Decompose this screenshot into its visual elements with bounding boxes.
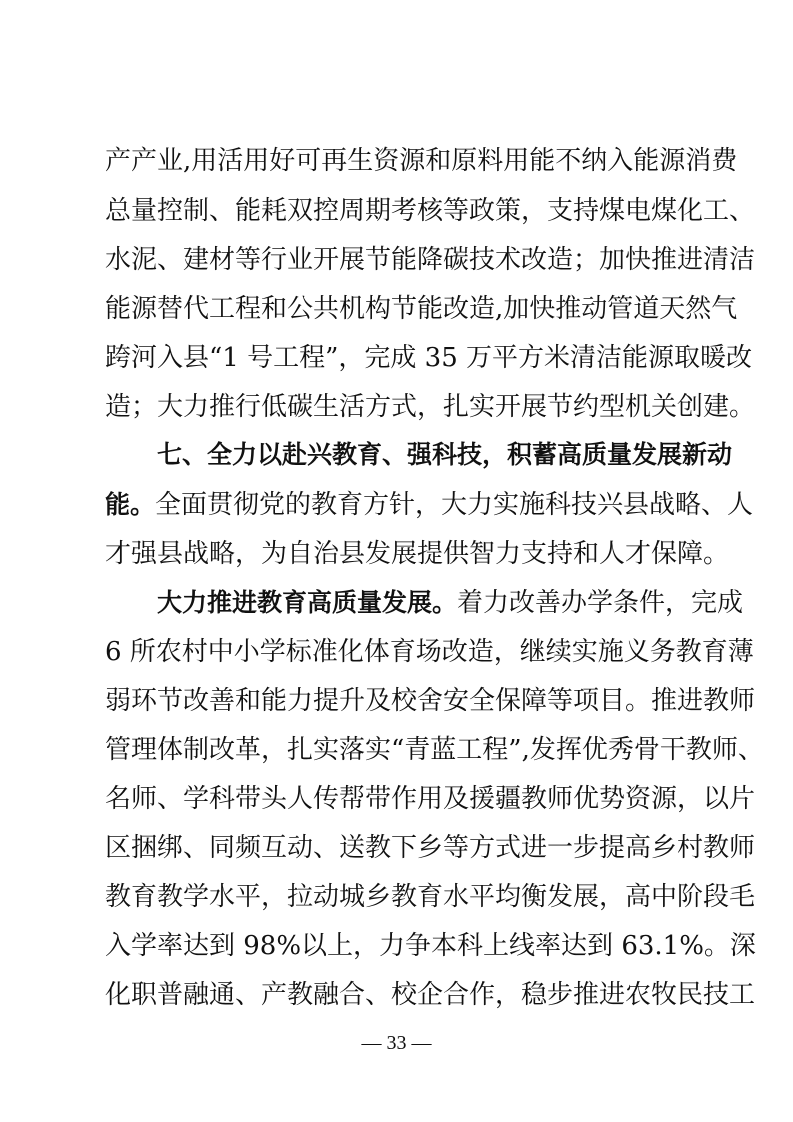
subsection-line-2: 6 所农村中小学标准化体育场改造，继续实施义务教育薄 [105,637,754,667]
section-intro-text: 全面贯彻党的教育方针，大力实施科技兴县战略、人 [155,490,754,520]
subsection-line-1 [157,588,744,618]
section-intro-line-2: 才强县战略，为自治县发展提供智力支持和人才保障。 [105,539,730,569]
paragraph-line-5: 跨河入县“1 号工程”，完成 35 万平方米清洁能源取暖改 [105,343,753,373]
paragraph-line-3: 水泥、建材等行业开展节能降碳技术改造；加快推进清洁 [105,245,756,275]
subsection-line-6: 区捆绑、同频互动、送教下乡等方式进一步提高乡村教师 [105,833,756,863]
paragraph-line-2: 总量控制、能耗双控周期考核等政策，支持煤电煤化工、 [105,196,756,226]
subsection-line-4: 管理体制改革，扎实落实“青蓝工程”,发挥优秀骨干教师、 [105,735,764,765]
subsection-title: 大力推进教育高质量发展。 [157,588,458,617]
section-heading: 七、全力以赴兴教育、强科技，积蓄高质量发展新动 [157,440,733,469]
section-heading-continuation: 能。 [105,490,156,519]
paragraph-line-1: 产产业,用活用好可再生资源和原料用能不纳入能源消费 [105,146,738,176]
paragraph-line-4: 能源替代工程和公共机构节能改造,加快推动管道天然气 [105,294,738,324]
subsection-line-8: 入学率达到 98%以上，力争本科上线率达到 63.1%。深 [105,931,756,961]
paragraph-line-6: 造；大力推行低碳生活方式，扎实开展节约型机关创建。 [105,392,756,422]
subsection-line-3: 弱环节改善和能力提升及校舍安全保障等项目。推进教师 [105,686,756,716]
subsection-line-5: 名师、学科带头人传帮带作用及援疆教师优势资源，以片 [105,784,756,814]
page-number: — 33 — [361,1032,432,1054]
section-intro-line-1 [105,490,754,520]
subsection-intro: 着力改善办学条件，完成 [457,588,744,618]
subsection-line-9: 化职普融通、产教融合、校企合作，稳步推进农牧民技工 [105,980,756,1010]
subsection-line-7: 教育教学水平，拉动城乡教育水平均衡发展，高中阶段毛 [105,882,756,912]
